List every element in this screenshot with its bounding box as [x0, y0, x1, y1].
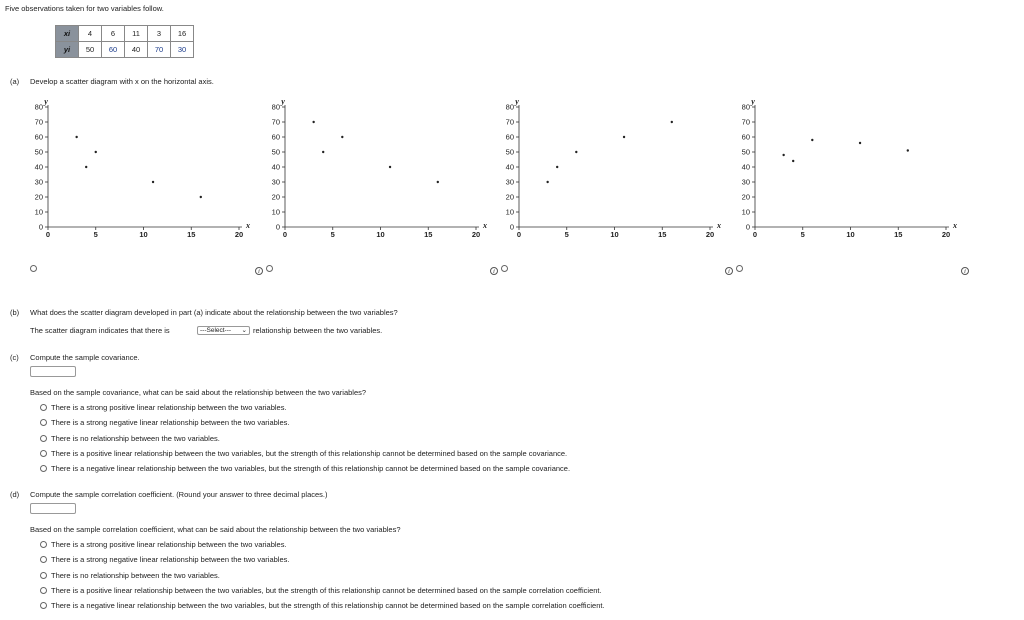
data-point	[152, 181, 154, 183]
covariance-option-label: There is no relationship between the two variables.	[51, 433, 220, 443]
x-axis-label: x	[953, 221, 957, 230]
relationship-select[interactable]	[197, 326, 250, 335]
correlation-option-label: There is a negative linear relationship between the two variables, but the strength of this relationship cannot be determined based on the sample correlation coefficient.	[51, 601, 605, 611]
x-axis-label: x	[246, 221, 250, 230]
part-d-followup: Based on the sample correlation coefficient, what can be said about the relationship between the two variables?	[30, 525, 401, 534]
y-axis-label: y	[44, 97, 48, 106]
data-point	[546, 181, 548, 183]
data-point	[556, 166, 558, 168]
correlation-option-label: There is a strong negative linear relationship between the two variables.	[51, 555, 290, 565]
data-point	[575, 151, 577, 153]
y-cell: 70	[148, 42, 171, 58]
x-tick-label: 15	[187, 230, 196, 239]
x-tick-label: 20	[471, 230, 481, 239]
data-point	[200, 196, 202, 198]
y-tick-label: 10	[271, 207, 280, 217]
y-tick-label: 30	[34, 177, 43, 187]
y-tick-label: 70	[741, 117, 750, 127]
y-axis-label: y	[515, 97, 519, 106]
correlation-input[interactable]	[30, 503, 76, 514]
y-tick-label: 0	[509, 222, 514, 232]
y-tick-label: 10	[505, 207, 514, 217]
info-icon[interactable]: i	[725, 267, 733, 275]
y-tick-label: 80	[741, 102, 750, 112]
x-cell: 3	[148, 26, 171, 42]
y-tick-label: 10	[741, 207, 750, 217]
y-tick-label: 10	[34, 207, 43, 217]
y-tick-label: 80	[505, 102, 514, 112]
select-value: ---Select---	[200, 327, 232, 334]
x-tick-label: 10	[139, 230, 148, 239]
correlation-option-radio[interactable]	[40, 602, 47, 609]
y-cell: 60	[102, 42, 125, 58]
correlation-option-label: There is no relationship between the two variables.	[51, 570, 220, 580]
data-point	[341, 136, 343, 138]
x-tick-label: 20	[941, 230, 951, 239]
y-tick-label: 40	[741, 162, 750, 172]
y-tick-label: 50	[741, 147, 750, 157]
correlation-option-label: There is a strong positive linear relationship between the two variables.	[51, 540, 287, 549]
x-header: xi	[56, 26, 79, 42]
data-point	[85, 166, 87, 168]
correlation-option-radio[interactable]	[40, 556, 47, 563]
data-point	[782, 154, 784, 156]
x-tick-label: 15	[424, 230, 433, 239]
x-tick-label: 10	[846, 230, 855, 239]
part-d-question: Compute the sample correlation coefficient. (Round your answer to three decimal places.)	[30, 490, 328, 499]
x-tick-label: 0	[45, 230, 51, 239]
x-row	[56, 26, 194, 42]
x-tick-label: 15	[894, 230, 903, 239]
y-tick-label: 0	[275, 222, 280, 232]
data-point	[389, 166, 391, 168]
x-cell: 6	[102, 26, 125, 42]
y-row	[56, 42, 194, 58]
covariance-option-radio[interactable]	[40, 435, 47, 442]
y-cell: 30	[171, 42, 194, 58]
y-tick-label: 30	[271, 177, 280, 187]
y-tick-label: 30	[741, 177, 750, 187]
info-icon[interactable]: i	[255, 267, 263, 275]
data-point	[322, 151, 324, 153]
part-b-prefix: The scatter diagram indicates that there is	[30, 326, 170, 335]
data-point	[811, 139, 813, 141]
data-point	[75, 136, 77, 138]
data-point	[623, 136, 625, 138]
part-b-label: (b)	[10, 308, 20, 317]
part-a-label: (a)	[10, 77, 20, 86]
x-cell: 16	[171, 26, 194, 42]
x-tick-label: 0	[752, 230, 758, 239]
part-b-suffix: relationship between the two variables.	[253, 326, 383, 335]
y-tick-label: 60	[505, 132, 514, 142]
part-b-question: What does the scatter diagram developed in part (a) indicate about the relationship between the two variables?	[30, 308, 398, 317]
data-point	[671, 121, 673, 123]
y-tick-label: 70	[505, 117, 514, 127]
option-a-radio[interactable]	[30, 265, 37, 272]
covariance-option-radio[interactable]	[40, 404, 47, 411]
y-cell: 40	[125, 42, 148, 58]
y-tick-label: 0	[38, 222, 43, 232]
x-tick-label: 10	[376, 230, 385, 239]
x-axis-label: x	[717, 221, 721, 230]
covariance-option-label: There is a strong negative linear relationship between the two variables.	[51, 418, 290, 428]
x-tick-label: 5	[330, 230, 335, 239]
x-tick-label: 20	[705, 230, 715, 239]
intro-text: Five observations taken for two variables follow.	[5, 4, 164, 13]
correlation-option-radio[interactable]	[40, 541, 47, 548]
x-tick-label: 15	[658, 230, 667, 239]
observation-table	[55, 25, 194, 58]
covariance-option-label: There is a positive linear relationship between the two variables, but the strength of this relationship cannot be determined based on the sample covariance.	[51, 448, 568, 458]
y-tick-label: 30	[505, 177, 514, 187]
covariance-option-label: There is a strong positive linear relationship between the two variables.	[51, 403, 287, 412]
data-point	[907, 149, 909, 151]
part-c-followup: Based on the sample covariance, what can be said about the relationship between the two variables?	[30, 388, 367, 397]
x-tick-label: 5	[564, 230, 569, 239]
x-cell: 4	[79, 26, 102, 42]
data-point	[792, 160, 794, 162]
correlation-option-radio[interactable]	[40, 572, 47, 579]
x-tick-label: 5	[93, 230, 98, 239]
covariance-option-radio[interactable]	[40, 450, 47, 457]
info-icon[interactable]: i	[961, 267, 969, 275]
y-tick-label: 60	[271, 132, 280, 142]
x-axis-label: x	[483, 221, 487, 230]
covariance-input[interactable]	[30, 366, 76, 377]
x-tick-label: 0	[282, 230, 288, 239]
y-axis-label: y	[751, 97, 755, 106]
y-tick-label: 80	[271, 102, 280, 112]
y-tick-label: 80	[34, 102, 43, 112]
y-header: yi	[56, 42, 79, 58]
x-tick-label: 10	[610, 230, 619, 239]
part-c-question: Compute the sample covariance.	[30, 353, 140, 362]
y-tick-label: 20	[505, 192, 514, 202]
y-tick-label: 40	[34, 162, 43, 172]
y-tick-label: 50	[505, 147, 514, 157]
y-tick-label: 50	[271, 147, 280, 157]
info-icon[interactable]: i	[490, 267, 498, 275]
y-tick-label: 50	[34, 147, 43, 157]
option-c-radio[interactable]	[501, 265, 508, 272]
x-tick-label: 0	[516, 230, 522, 239]
data-point	[437, 181, 439, 183]
correlation-option-radio[interactable]	[40, 587, 47, 594]
y-axis-label: y	[281, 97, 285, 106]
data-point	[859, 142, 861, 144]
x-tick-label: 5	[800, 230, 805, 239]
option-d-radio[interactable]	[736, 265, 743, 272]
covariance-option-radio[interactable]	[40, 465, 47, 472]
part-d-label: (d)	[10, 490, 20, 499]
covariance-option-radio[interactable]	[40, 419, 47, 426]
y-tick-label: 40	[505, 162, 514, 172]
data-point	[312, 121, 314, 123]
y-cell: 50	[79, 42, 102, 58]
y-tick-label: 60	[34, 132, 43, 142]
y-tick-label: 70	[271, 117, 280, 127]
y-tick-label: 20	[741, 192, 750, 202]
x-cell: 11	[125, 26, 148, 42]
y-tick-label: 20	[271, 192, 280, 202]
part-a-question: Develop a scatter diagram with x on the horizontal axis.	[30, 77, 214, 86]
y-tick-label: 20	[34, 192, 43, 202]
correlation-option-label: There is a positive linear relationship between the two variables, but the strength of this relationship cannot be determined based on the sample correlation coefficient.	[51, 585, 602, 595]
y-tick-label: 60	[741, 132, 750, 142]
y-tick-label: 0	[745, 222, 750, 232]
chevron-down-icon: ⌄	[241, 327, 247, 334]
y-tick-label: 40	[271, 162, 280, 172]
part-c-label: (c)	[10, 353, 19, 362]
y-tick-label: 70	[34, 117, 43, 127]
x-tick-label: 20	[234, 230, 244, 239]
option-b-radio[interactable]	[266, 265, 273, 272]
data-point	[95, 151, 97, 153]
covariance-option-label: There is a negative linear relationship between the two variables, but the strength of this relationship cannot be determined based on the sample covariance.	[51, 464, 571, 474]
